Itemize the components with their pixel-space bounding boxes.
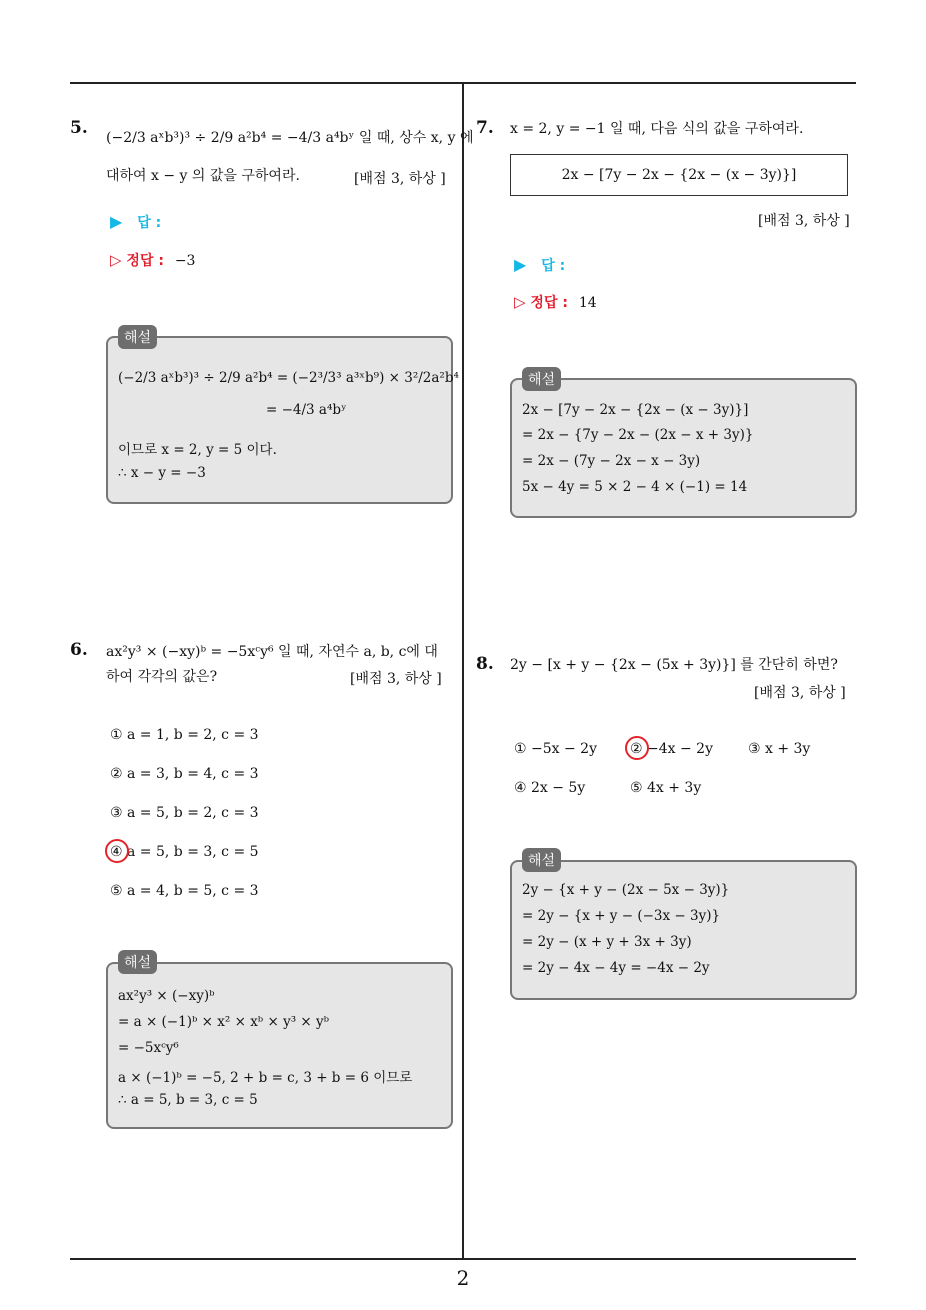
correct-value: 14	[578, 295, 597, 311]
question-7-answer-row[interactable]	[514, 255, 565, 275]
solution-line: = −4/3 a⁴bʸ	[266, 402, 347, 418]
solution-line: = 2y − (x + y + 3x + 3y)	[522, 934, 692, 950]
solution-tab: 해설	[118, 950, 157, 974]
correct-label: 정답 :	[530, 295, 568, 311]
choice-3[interactable]: ③ x + 3y	[748, 741, 811, 757]
solution-line: = 2x − (7y − 2x − x − 3y)	[522, 453, 701, 469]
solution-tab: 해설	[522, 848, 561, 872]
question-5-answer-row[interactable]	[110, 212, 161, 232]
solution-tab: 해설	[118, 325, 157, 349]
question-5-text-line1: (−2/3 aˣb³)³ ÷ 2/9 a²b⁴ = −4/3 a⁴bʸ 일 때, 상수 x, y 에	[106, 130, 474, 146]
question-6-score: [배점 3, 하상 ]	[350, 671, 442, 687]
choice-5[interactable]: ⑤ 4x + 3y	[630, 780, 702, 796]
question-7-expression-box: 2x − [7y − 2x − {2x − (x − 3y)}]	[510, 154, 848, 196]
solution-line: = 2y − {x + y − (−3x − 3y)}	[522, 908, 721, 924]
question-8-text-line1: 2y − [x + y − {2x − (5x + 3y)}] 를 간단히 하면?	[510, 657, 838, 673]
question-8-number: 8.	[476, 654, 494, 674]
outline-triangle-icon: ▷	[110, 251, 122, 269]
question-7-score: [배점 3, 하상 ]	[758, 213, 850, 229]
bottom-rule	[70, 1258, 856, 1260]
answer-label: 답 :	[137, 215, 162, 231]
solution-line: = 2y − 4x − 4y = −4x − 2y	[522, 960, 710, 976]
solution-line: a × (−1)ᵇ = −5, 2 + b = c, 3 + b = 6 이므로	[118, 1070, 413, 1086]
choice-1[interactable]: ① −5x − 2y	[514, 741, 597, 757]
choice-4[interactable]: ④ a = 5, b = 3, c = 5	[110, 844, 259, 860]
play-triangle-icon: ▶	[514, 255, 527, 274]
column-divider	[462, 82, 464, 1260]
question-5-number: 5.	[70, 118, 88, 138]
correct-label: 정답 :	[126, 253, 164, 269]
question-8-score: [배점 3, 하상 ]	[754, 685, 846, 701]
question-7-number: 7.	[476, 118, 494, 138]
solution-line: = −5xᶜy⁶	[118, 1040, 179, 1056]
question-5-correct-row	[110, 250, 195, 270]
question-6-number: 6.	[70, 640, 88, 660]
solution-line: 2x − [7y − 2x − {2x − (x − 3y)}]	[522, 402, 749, 418]
question-5-score: [배점 3, 하상 ]	[354, 171, 446, 187]
question-6-text-line1: ax²y³ × (−xy)ᵇ = −5xᶜy⁶ 일 때, 자연수 a, b, c에 대	[106, 644, 438, 660]
choice-2[interactable]: ② −4x − 2y	[630, 741, 713, 757]
solution-line: = 2x − {7y − 2x − (2x − x + 3y)}	[522, 427, 754, 443]
selected-circle-icon	[625, 736, 649, 760]
question-8-solution-box	[510, 860, 857, 1000]
correct-value: −3	[174, 253, 196, 269]
solution-line: (−2/3 aˣb³)³ ÷ 2/9 a²b⁴ = (−2³/3³ a³ˣb⁹) × 3²/2a²b⁴	[118, 370, 459, 386]
question-7-correct-row	[514, 292, 597, 312]
solution-line: 이므로 x = 2, y = 5 이다.	[118, 442, 277, 458]
solution-line: ax²y³ × (−xy)ᵇ	[118, 988, 215, 1004]
question-5-text-line2: 대하여 x − y 의 값을 구하여라.	[106, 168, 300, 184]
answer-label: 답 :	[541, 258, 566, 274]
solution-line: 2y − {x + y − (2x − 5x − 3y)}	[522, 882, 730, 898]
outline-triangle-icon: ▷	[514, 293, 526, 311]
choice-2[interactable]: ② a = 3, b = 4, c = 3	[110, 766, 259, 782]
choice-1[interactable]: ① a = 1, b = 2, c = 3	[110, 727, 259, 743]
choice-5[interactable]: ⑤ a = 4, b = 5, c = 3	[110, 883, 259, 899]
question-7-text-line1: x = 2, y = −1 일 때, 다음 식의 값을 구하여라.	[510, 121, 804, 137]
solution-line: ∴ x − y = −3	[118, 465, 206, 481]
solution-tab: 해설	[522, 367, 561, 391]
page-number: 2	[456, 1266, 470, 1290]
solution-line: = a × (−1)ᵇ × x² × xᵇ × y³ × yᵇ	[118, 1014, 330, 1030]
selected-circle-icon	[105, 839, 129, 863]
choice-4[interactable]: ④ 2x − 5y	[514, 780, 586, 796]
question-7-solution-box	[510, 378, 857, 518]
play-triangle-icon: ▶	[110, 212, 123, 231]
question-6-text-line2: 하여 각각의 값은?	[106, 669, 218, 685]
solution-line: 5x − 4y = 5 × 2 − 4 × (−1) = 14	[522, 479, 748, 495]
choice-3[interactable]: ③ a = 5, b = 2, c = 3	[110, 805, 259, 821]
solution-line: ∴ a = 5, b = 3, c = 5	[118, 1092, 258, 1108]
